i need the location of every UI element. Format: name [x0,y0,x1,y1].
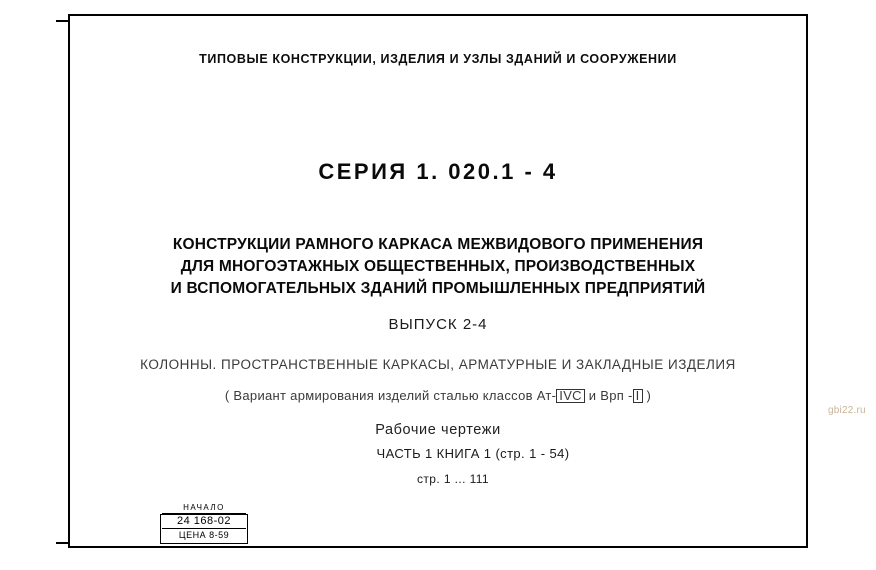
page-title-header: ТИПОВЫЕ КОНСТРУКЦИИ, ИЗДЕЛИЯ И УЗЛЫ ЗДАНИЙ И СООРУЖЕНИИ [199,52,677,66]
working-drawings-label: Рабочие чертежи [375,422,501,438]
variant-suffix: ) [642,388,652,403]
main-description-line-1: КОНСТРУКЦИИ РАМНОГО КАРКАСА МЕЖВИДОВОГО ПРИМЕНЕНИЯ [172,236,704,253]
issue-number: ВЫПУСК 2-4 [388,316,488,333]
variant-note [70,388,806,403]
subtitle: КОЛОННЫ. ПРОСТРАНСТВЕННЫЕ КАРКАСЫ, АРМАТУРНЫЕ И ЗАКЛАДНЫЕ ИЗДЕЛИЯ [140,357,736,372]
main-description-line-2: ДЛЯ МНОГОЭТАЖНЫХ ОБЩЕСТВЕННЫХ, ПРОИЗВОДСТВЕННЫХ [180,258,696,275]
page-range-label: стр. 1 ... 111 [416,472,490,486]
document-frame [68,14,808,548]
variant-steel-class-2: I [633,389,643,403]
stamp-box-border [160,514,248,544]
variant-middle: и Врп - [584,388,633,403]
part-book-label: ЧАСТЬ 1 КНИГА 1 (стр. 1 - 54) [376,446,570,461]
main-description-line-3: И ВСПОМОГАТЕЛЬНЫХ ЗДАНИЙ ПРОМЫШЛЕННЫХ ПРЕДПРИЯТИЙ [170,280,706,297]
variant-steel-class-1: IVC [556,389,585,403]
stamp-price: ЦЕНА 8-59 [178,530,230,540]
main-description [70,234,806,300]
edge-tick-left-bottom [56,542,70,544]
watermark: gbi22.ru [828,405,866,416]
variant-prefix: ( Вариант армирования изделий сталью классов Ат- [224,388,557,403]
edge-tick-left-top [56,20,70,22]
stamp-code: 24 168-02 [162,513,246,529]
stamp-top-label: НАЧАЛО [183,503,225,512]
series-number: СЕРИЯ 1. 020.1 - 4 [318,159,558,184]
